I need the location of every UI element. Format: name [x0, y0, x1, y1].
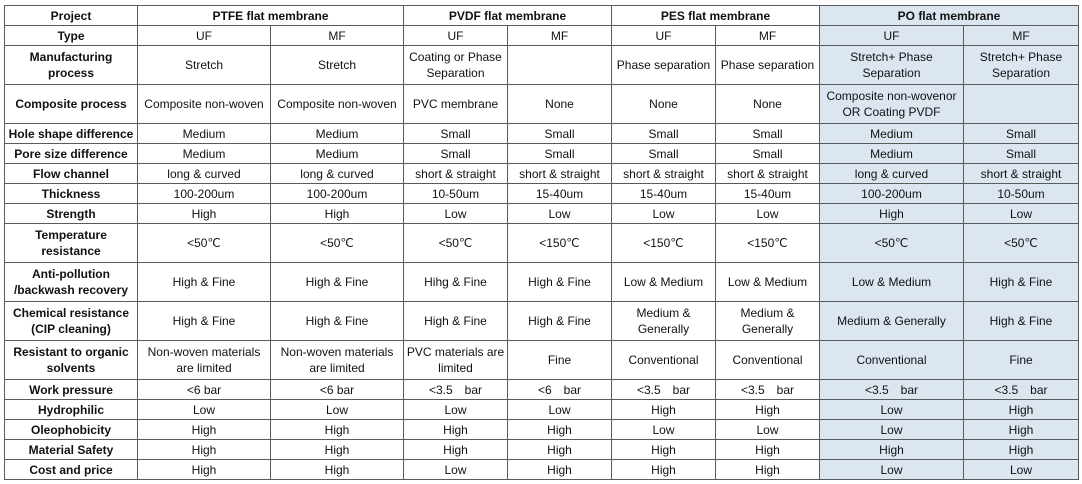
table-cell: High [716, 400, 820, 420]
table-cell: Low [716, 204, 820, 224]
table-cell: Low [404, 204, 508, 224]
table-cell: High [508, 460, 612, 480]
table-row [5, 124, 1079, 144]
table-row [5, 302, 1079, 341]
table-row [5, 460, 1079, 480]
table-cell: Stretch+ Phase Separation [820, 46, 964, 85]
table-cell: Medium & Generally [612, 302, 716, 341]
table-cell: Low [404, 460, 508, 480]
table-cell: long & curved [138, 164, 271, 184]
table-cell: PVC materials are limited [404, 341, 508, 380]
table-cell: Medium & Generally [716, 302, 820, 341]
table-cell: Small [612, 144, 716, 164]
group-header-po: PO flat membrane [820, 6, 1079, 26]
table-cell: <150℃ [508, 224, 612, 263]
table-row [5, 400, 1079, 420]
group-header-ptfe: PTFE flat membrane [138, 6, 404, 26]
table-cell: High [271, 204, 404, 224]
table-cell: short & straight [964, 164, 1079, 184]
table-cell: High [138, 440, 271, 460]
table-cell: Non-woven materials are limited [138, 341, 271, 380]
table-cell: Medium [138, 124, 271, 144]
table-cell: Composite non-woven [138, 85, 271, 124]
table-cell: High [612, 460, 716, 480]
table-cell: <50℃ [964, 224, 1079, 263]
row-label: Chemical resistance (CIP cleaning) [5, 302, 138, 341]
table-cell: Low & Medium [612, 263, 716, 302]
table-cell: MF [716, 26, 820, 46]
table-cell: High [271, 420, 404, 440]
table-cell: Small [508, 124, 612, 144]
table-cell: High & Fine [271, 263, 404, 302]
table-cell: Phase separation [612, 46, 716, 85]
row-label: Resistant to organic solvents [5, 341, 138, 380]
table-row [5, 420, 1079, 440]
table-cell: High [964, 440, 1079, 460]
table-cell: Medium & Generally [820, 302, 964, 341]
table-cell: High [138, 460, 271, 480]
group-header-pes: PES flat membrane [612, 6, 820, 26]
row-label: Temperature resistance [5, 224, 138, 263]
table-row [5, 341, 1079, 380]
table-cell: Low & Medium [716, 263, 820, 302]
table-cell: UF [404, 26, 508, 46]
table-cell: short & straight [716, 164, 820, 184]
table-cell: High [138, 420, 271, 440]
table-cell: <6 bar [138, 380, 271, 400]
table-cell: UF [138, 26, 271, 46]
table-cell: 100-200um [271, 184, 404, 204]
row-label: Flow channel [5, 164, 138, 184]
table-cell: long & curved [271, 164, 404, 184]
table-cell: Low [820, 460, 964, 480]
table-cell: None [508, 85, 612, 124]
table-cell: <6 bar [271, 380, 404, 400]
table-row [5, 164, 1079, 184]
table-cell: High [964, 420, 1079, 440]
table-cell: Fine [964, 341, 1079, 380]
row-label: Composite process [5, 85, 138, 124]
table-cell: Stretch [138, 46, 271, 85]
table-cell: <150℃ [716, 224, 820, 263]
table-cell: <150℃ [612, 224, 716, 263]
table-cell: 15-40um [612, 184, 716, 204]
table-cell: Low [612, 204, 716, 224]
table-cell: Small [964, 124, 1079, 144]
table-cell: Low [716, 420, 820, 440]
table-cell: Low [964, 460, 1079, 480]
table-cell: Medium [271, 124, 404, 144]
table-cell: Stretch+ Phase Separation [964, 46, 1079, 85]
table-row [5, 440, 1079, 460]
table-row [5, 224, 1079, 263]
table-cell: <3.5 bar [716, 380, 820, 400]
table-cell: Medium [271, 144, 404, 164]
table-cell: Phase separation [716, 46, 820, 85]
table-cell: <3.5 bar [404, 380, 508, 400]
table-cell: Conventional [716, 341, 820, 380]
table-row [5, 46, 1079, 85]
table-cell: High [820, 204, 964, 224]
table-cell: High [716, 440, 820, 460]
table-row [5, 184, 1079, 204]
row-label: Thickness [5, 184, 138, 204]
row-label: Oleophobicity [5, 420, 138, 440]
table-cell: Small [508, 144, 612, 164]
table-cell: Small [716, 144, 820, 164]
table-cell: UF [820, 26, 964, 46]
table-row [5, 26, 1079, 46]
row-label: Anti-pollution /backwash recovery [5, 263, 138, 302]
header-row [5, 6, 1079, 26]
table-cell: Conventional [820, 341, 964, 380]
table-cell: Low [138, 400, 271, 420]
table-cell: PVC membrane [404, 85, 508, 124]
table-cell: Low [820, 420, 964, 440]
table-cell: High [404, 440, 508, 460]
table-cell: High & Fine [508, 302, 612, 341]
table-cell: 15-40um [716, 184, 820, 204]
table-cell: <3.5 bar [612, 380, 716, 400]
table-cell: High [138, 204, 271, 224]
table-cell: Conventional [612, 341, 716, 380]
table-cell: Low [508, 400, 612, 420]
table-cell: High [612, 440, 716, 460]
table-cell [508, 46, 612, 85]
table-cell: Medium [820, 124, 964, 144]
table-cell: UF [612, 26, 716, 46]
table-cell: Small [964, 144, 1079, 164]
table-cell: Stretch [271, 46, 404, 85]
table-row [5, 204, 1079, 224]
table-cell: Fine [508, 341, 612, 380]
table-cell: short & straight [508, 164, 612, 184]
table-cell: High [964, 400, 1079, 420]
table-cell: High [508, 420, 612, 440]
table-cell: High [820, 440, 964, 460]
row-label: Strength [5, 204, 138, 224]
group-header-pvdf: PVDF flat membrane [404, 6, 612, 26]
table-cell: <6 bar [508, 380, 612, 400]
table-cell: short & straight [612, 164, 716, 184]
table-cell: 100-200um [138, 184, 271, 204]
table-cell: High & Fine [138, 302, 271, 341]
table-cell: High [271, 460, 404, 480]
table-cell: High & Fine [508, 263, 612, 302]
table-cell: short & straight [404, 164, 508, 184]
table-cell: <3.5 bar [820, 380, 964, 400]
project-header: Project [5, 6, 138, 26]
table-cell: High [271, 440, 404, 460]
table-cell: MF [271, 26, 404, 46]
table-cell: Low [612, 420, 716, 440]
table-cell: 10-50um [964, 184, 1079, 204]
table-cell: Low [820, 400, 964, 420]
row-label: Hydrophilic [5, 400, 138, 420]
row-label: Manufacturing process [5, 46, 138, 85]
table-cell: High & Fine [271, 302, 404, 341]
table-cell: Low [271, 400, 404, 420]
table-cell: <50℃ [271, 224, 404, 263]
table-row [5, 380, 1079, 400]
table-cell: Low & Medium [820, 263, 964, 302]
table-cell [964, 85, 1079, 124]
table-cell: None [716, 85, 820, 124]
row-label: Pore size difference [5, 144, 138, 164]
table-cell: 15-40um [508, 184, 612, 204]
table-cell: Small [404, 144, 508, 164]
table-row [5, 85, 1079, 124]
table-cell: MF [508, 26, 612, 46]
table-cell: Small [404, 124, 508, 144]
table-cell: <3.5 bar [964, 380, 1079, 400]
table-cell: Composite non-wovenor OR Coating PVDF [820, 85, 964, 124]
table-cell: <50℃ [820, 224, 964, 263]
table-cell: High [508, 440, 612, 460]
table-cell: Small [716, 124, 820, 144]
table-cell: Non-woven materials are limited [271, 341, 404, 380]
table-cell: long & curved [820, 164, 964, 184]
table-row [5, 263, 1079, 302]
row-label: Work pressure [5, 380, 138, 400]
table-cell: High & Fine [964, 302, 1079, 341]
table-cell: <50℃ [138, 224, 271, 263]
table-cell: Medium [820, 144, 964, 164]
membrane-comparison-table [4, 5, 1079, 480]
table-cell: Low [508, 204, 612, 224]
table-cell: Low [964, 204, 1079, 224]
table-row [5, 144, 1079, 164]
table-cell: High & Fine [964, 263, 1079, 302]
table-cell: <50℃ [404, 224, 508, 263]
table-cell: Medium [138, 144, 271, 164]
table-cell: High [716, 460, 820, 480]
table-cell: Hihg & Fine [404, 263, 508, 302]
table-cell: Low [404, 400, 508, 420]
table-cell: 100-200um [820, 184, 964, 204]
table-cell: High [404, 420, 508, 440]
table-cell: 10-50um [404, 184, 508, 204]
row-label: Type [5, 26, 138, 46]
table-cell: Composite non-woven [271, 85, 404, 124]
table-cell: High & Fine [138, 263, 271, 302]
row-label: Cost and price [5, 460, 138, 480]
table-cell: Small [612, 124, 716, 144]
table-cell: Coating or Phase Separation [404, 46, 508, 85]
table-cell: None [612, 85, 716, 124]
row-label: Hole shape difference [5, 124, 138, 144]
row-label: Material Safety [5, 440, 138, 460]
table-cell: High [612, 400, 716, 420]
table-cell: High & Fine [404, 302, 508, 341]
table-cell: MF [964, 26, 1079, 46]
